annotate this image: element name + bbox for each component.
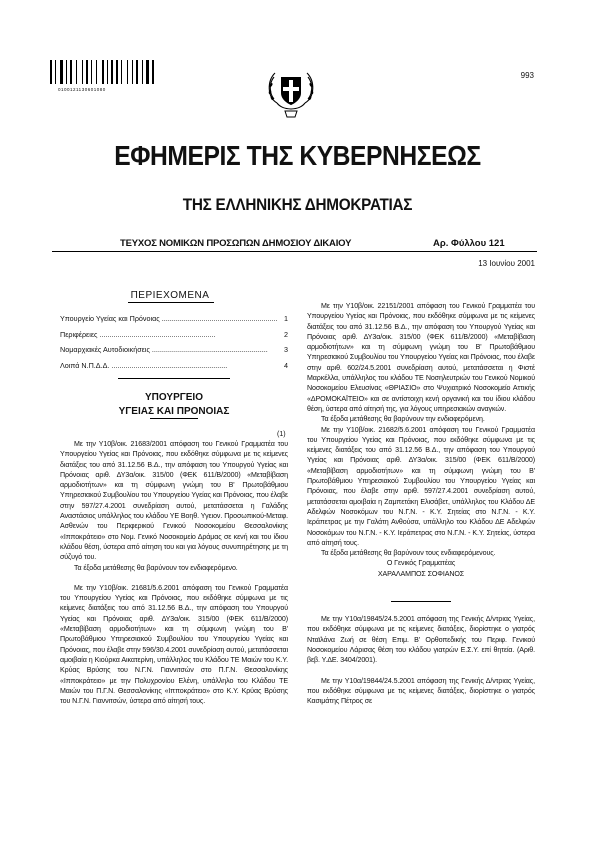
barcode-bar: [57, 60, 59, 84]
barcode-bar: [121, 60, 122, 84]
barcode-bar: [50, 60, 52, 84]
contents-list: [60, 311, 288, 373]
barcode-bar: [136, 60, 138, 84]
barcode-bar: [70, 60, 72, 84]
greek-coat-of-arms-icon: [263, 63, 319, 125]
toc-item[interactable]: [60, 358, 288, 374]
appointment-paragraph: Με την Υ10α/19845/24.5.2001 απόφαση της Γενικής Δ/ντριας Υγείας, που εκδόθηκε σύμφωνα με τις κείμενες διατάξεις, διορίστηκε ο γιατρός Νταϊλάνα Ζωή σε θέση Επιμ. Β' Ορθοπεδικής του Περιφ. Γενικού Νοσοκομείου Λάρισας θέση του κλάδου γιατρών Ε.Σ.Υ. επί θητεία. (Αριθ. βεβ. Υ.ΔΕ. 3404/2001).: [307, 615, 535, 665]
left-column-text: [60, 439, 288, 706]
section-heading-health: ΥΓΕΙΑΣ ΚΑΙ ΠΡΟΝΟΙΑΣ: [118, 406, 230, 417]
barcode-bar: [53, 60, 54, 84]
decision-paragraph: Με την Υ10β/οικ. 22151/2001 απόφαση του Γενικού Γραμματέα του Υπουργείου Υγείας και Πρόνοιας, που εκδόθηκε σύμφωνα με τις κείμενες διατάξεις του από 31.12.56 Β.Δ., την απόφαση του Υπουργού Υγείας και Πρόνοιας αριθ. ΔΥ3α/οικ. 315/00 (ΦΕΚ 611/Β/2000) «Μεταβίβαση αρμοδιοτήτων» και τη σύμφωνη γνώμη του Β' Πρωτοβάθμιου Υπηρεσιακού Συμβουλίου του Υπουργείου Υγείας και Πρόνοιας, που έλαβε στην αριθ. 602/24.5.2001 συνεδρίαση αυτού, μετατάσσεται η Φιστέ Μαρκέλλα, υπάλληλος του κλάδου ΤΕ Νοσηλευτριών του Γενικού Νομικού Νοσοκομείου Ελευσίνας «ΘΡΙΑΣΙΟ» στο Ψυχιατρικό Νοσοκομείο Αττικής «ΔΡΟΜΟΚΑΪΤΕΙΟ» και σε αντίστοιχη κενή οργανική και του ίδιου κλάδου θέση, ύστερα από αίτησή της, για λόγους υπηρεσιακών αναγκών.: [307, 302, 535, 413]
barcode-bar: [109, 60, 110, 84]
barcode-bar: [73, 60, 75, 84]
barcode-bar: [82, 60, 83, 84]
barcode-bar: [91, 60, 92, 84]
toc-item-label: Νομαρχιακές Αυτοδιοικήσεις: [60, 345, 150, 354]
page-number: 993: [520, 71, 534, 80]
decision-expenses-note: Τα έξοδα μετάθεσης θα βαρύνουν τους ενδιαφερόμενους.: [321, 549, 496, 558]
barcode-bar: [96, 60, 97, 84]
gazette-title: ΕΦΗΜΕΡΙΣ ΤΗΣ ΚΥΒΕΡΝΗΣΕΩΣ: [114, 140, 481, 171]
barcode-bar: [127, 60, 128, 84]
barcode-bar: [60, 60, 63, 84]
contents-title: ΠΕΡΙΕΧΟΜΕΝΑ: [130, 290, 210, 301]
barcode-bar: [107, 60, 108, 84]
decision-paragraph: Με την Υ10β/οικ. 21682/5.6.2001 απόφαση του Γενικού Γραμματέα του Υπουργείου Υγείας και Πρόνοιας, που εκδόθηκε σύμφωνα με τις κείμενες διατάξεις του από 31.12.56 Β.Δ., την απόφαση του Υπουργού Υγείας και Πρόνοιας αριθ. ΔΥ3α/οικ. 315/00 (ΦΕΚ 611/Β/2000) «Μεταβίβαση αρμοδιοτήτων» και τη σύμφωνη γνώμη του Β' Πρωτοβάθμιου Υπηρεσιακού Συμβουλίου του Υπουργείου Υγείας και Πρόνοιας, που έλαβε στην αριθ. 597/27.4.2001 συνεδρίαση αυτού, μετατάσσεται αμοιβαία η Ζαμπετάκη Ελισάβετ, υπάλληλος του Κλάδου ΔΕ Αδελφών Νοσοκόμων του Ν.Γ.Ν. - Κ.Υ. Σητείας στο Ν.Γ.Ν. - Κ.Υ. Ιεράπετρας με την Γαλάτη Ανθούσα, υπάλληλο του Κλάδου ΔΕ Αδελφών Νοσοκόμων του Ν.Γ.Ν. - Κ.Υ. Ιεράπετρας στο Ν.Γ.Ν. - Κ.Υ. Σητείας, ύστερα από αίτησή τους.: [307, 425, 535, 547]
barcode-bar: [150, 60, 151, 84]
barcode-bar: [84, 60, 85, 84]
sheet-number: Αρ. Φύλλου 121: [433, 238, 505, 249]
barcode-bar: [105, 60, 106, 84]
gazette-subtitle: ΤΗΣ ΕΛΛΗΝΙΚΗΣ ΔΗΜΟΚΡΑΤΙΑΣ: [182, 195, 413, 214]
barcode-bar: [114, 60, 115, 84]
barcode-bar: [155, 60, 156, 84]
barcode-bar: [152, 60, 154, 84]
contents-divider: [118, 378, 230, 379]
appointment-paragraph: Με την Υ10α/19844/24.5.2001 απόφαση της Γενικής Δ/ντριας Υγείας, που εκδόθηκε σύμφωνα με τις κείμενες διατάξεις, διορίστηκε ο γιατρός Κασιμάτης Πέτρος σε: [307, 676, 535, 706]
toc-item-label: Λοιπά Ν.Π.Δ.Δ.: [60, 360, 110, 370]
barcode-bar: [111, 60, 113, 84]
toc-item-page: 2: [284, 329, 288, 339]
section-heading-ministry: ΥΠΟΥΡΓΕΙΟ: [145, 392, 203, 403]
toc-item[interactable]: [60, 327, 288, 343]
decision-paragraph: Με την Υ10β/οικ. 21681/5.6.2001 απόφαση του Γενικού Γραμματέα του Υπουργείου Υγείας και Πρόνοιας, που εκδόθηκε σύμφωνα με τις κείμενες διατάξεις του από 31.12.56 Β.Δ., την απόφαση του Υπουργού Υγείας και Πρόνοιας αριθ. ΔΥ3α/οικ. 315/00 (ΦΕΚ 611/Β/2000) «Μεταβίβαση αρμοδιοτήτων» και τη σύμφωνη γνώμη του Β' Πρωτοβάθμιου Υπηρεσιακού Συμβουλίου του Υπουργείου Υγείας και Πρόνοιας, που έλαβε στην 596/30.4.2001 συνεδρίαση αυτού, μετατάσσεται αμοιβαία η Κιούρκα Αικατερίνη, υπάλληλος του Κλάδου ΤΕ Μαιών του Κ.Υ. Κρύας Βρύσης του Ν.Γ.Ν. Γιαννιτσών στο Π.Γ.Ν. Θεσσαλονίκης «Ιπποκράτειο» με την Πολυχρονίου Ελένη, υπάλληλο του Κλάδου ΤΕ Μαιών του Π.Γ.Ν. Θεσσαλονίκης «Ιπποκράτειο» στο Κ.Υ. Κρύας Βρύσης του Ν.Γ.Ν. Γιαννιτσών, ύστερα από αίτησή τους.: [60, 583, 288, 706]
barcode-bar: [86, 60, 88, 84]
contents-title-underline: [128, 302, 214, 303]
decision-marker: (1): [277, 430, 286, 438]
toc-item-page: 4: [284, 360, 288, 370]
toc-item-page: 3: [284, 345, 288, 354]
barcode-bar: [78, 60, 81, 84]
toc-item[interactable]: [60, 311, 288, 327]
barcode-bar: [144, 60, 145, 84]
barcode-bar: [146, 60, 149, 84]
barcode-bar: [64, 60, 65, 84]
issue-date: 13 Ιουνίου 2001: [478, 259, 535, 268]
barcode-bar: [68, 60, 69, 84]
barcode-bar: [123, 60, 126, 84]
right-column-text: [307, 301, 535, 706]
barcode-bar: [102, 60, 104, 84]
toc-item-label: Περιφέρειες: [60, 329, 98, 339]
barcode-bar: [139, 60, 141, 84]
toc-item[interactable]: [60, 342, 288, 358]
toc-item-page: 1: [284, 314, 288, 323]
barcode-number: 0100121130601080: [58, 87, 106, 92]
header-divider: [52, 251, 537, 252]
barcode-bar: [132, 60, 133, 84]
issue-title: ΤΕΥΧΟΣ ΝΟΜΙΚΩΝ ΠΡΟΣΩΠΩΝ ΔΗΜΟΣΙΟΥ ΔΙΚΑΙΟΥ: [120, 238, 352, 249]
barcode-bar: [66, 60, 67, 84]
decision-expenses-note: Τα έξοδα μετάθεσης θα βαρύνουν την ενδιαφερόμενη.: [321, 415, 485, 424]
decision-expenses-note: Τα έξοδα μετάθεσης θα βαρύνουν τον ενδιαφερόμενο.: [74, 563, 238, 572]
barcode-bar: [89, 60, 90, 84]
section-heading-underline: [150, 418, 198, 419]
barcode-bar: [119, 60, 120, 84]
toc-leader: ..........................................................: [151, 345, 268, 354]
barcode: [50, 60, 158, 90]
signature-name: ΧΑΡΑΛΑΜΠΟΣ ΣΟΦΙΑΝΟΣ: [377, 569, 465, 578]
barcode-bar: [134, 60, 135, 84]
signature-divider: [391, 601, 451, 602]
signature-title: Ο Γενικός Γραμματέας: [386, 559, 456, 568]
toc-leader: ..........................................................: [99, 329, 216, 339]
toc-leader: ..........................................................: [111, 360, 228, 370]
toc-item-label: Υπουργείο Υγείας και Πρόνοιας: [60, 314, 160, 323]
toc-leader: ..........................................................: [161, 314, 278, 323]
barcode-bar: [93, 60, 95, 84]
decision-paragraph: Με την Υ10β/οικ. 21683/2001 απόφαση του Γενικού Γραμματέα του Υπουργείου Υγείας και Πρόνοιας, που εκδόθηκε σύμφωνα με τις κείμενες διατάξεις του από 31.12.56 Β.Δ., την απόφαση του Υπουργού Υγείας και Πρόνοιας αριθ. ΔΥ3α/οικ. 315/00 (ΦΕΚ 611/Β/2000) «Μεταβίβαση αρμοδιοτήτων» και τη σύμφωνη γνώμη του Β' Πρωτοβάθμιου Υπηρεσιακού Συμβουλίου του Υπουργείου Υγείας και Πρόνοιας, που έλαβε στην 597/27.4.2001 συνεδρίαση αυτού, μετατάσσεται η Γαλάδης Αναστάσιος υπάλληλος του κλάδου ΥΕ Βοηθ. Υγειον. Προσωπικού-Μεταφ. Ασθενών του Περιφερικού Γενικού Νοσοκομείου Θεσσαλονίκης «Ιπποκράτειο» στο Νομ. Γενικό Νοσοκομείο Δράμας σε κενή και του ίδιου κλάδου θέση, ύστερα από αίτηση του και για λόγους συνυπηρέτησης με τη σύζυγό του.: [60, 440, 288, 562]
barcode-bar: [142, 60, 143, 84]
barcode-bar: [98, 60, 101, 84]
barcode-bar: [76, 60, 77, 84]
barcode-bar: [116, 60, 118, 84]
barcode-bar: [55, 60, 56, 84]
barcode-bar: [129, 60, 131, 84]
